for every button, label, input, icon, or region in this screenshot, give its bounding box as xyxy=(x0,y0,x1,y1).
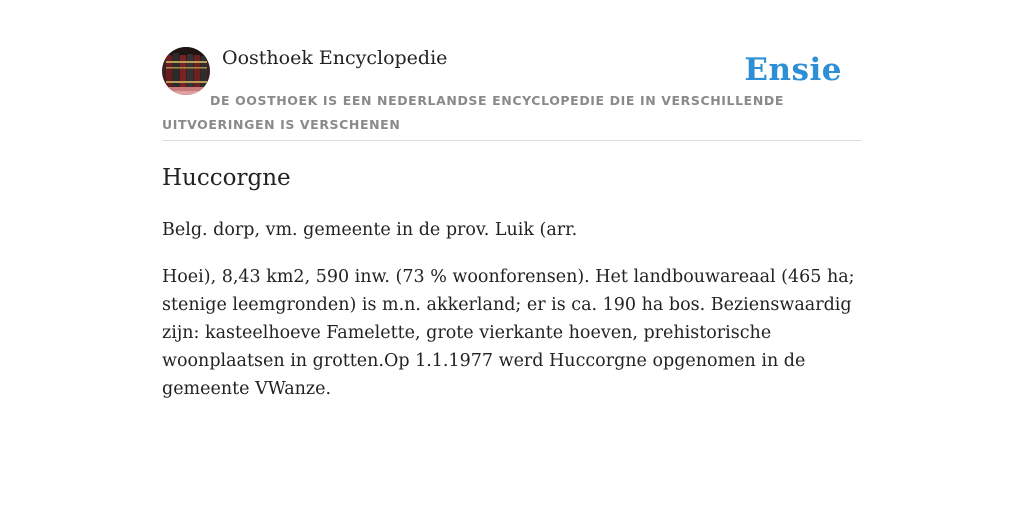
article-paragraph: Belg. dorp, vm. gemeente in de prov. Luik (arr. xyxy=(162,220,578,240)
site-title[interactable]: Oosthoek Encyclopedie xyxy=(222,47,448,69)
header xyxy=(162,0,862,141)
site-tagline: DE OOSTHOEK IS EEN NEDERLANDSE ENCYCLOPEDIE DIE IN VERSCHILLENDE UITVOERINGEN IS VERSCHENEN xyxy=(162,93,784,132)
article-title: Huccorgne xyxy=(162,165,291,191)
article-paragraph: Hoei), 8,43 km2, 590 inw. (73 % woonforensen). Het landbouwareaal (465 ha; stenige leemgronden) is m.n. akkerland; er is ca. 190 ha bos. Bezienswaardig zijn: kasteelhoeve Famelette, grote vierkante hoeven, prehistorische woonplaatsen in grotten.Op 1.1.1977 werd Huccorgne opgenomen in de gemeente VWanze. xyxy=(162,267,855,399)
brand-logo[interactable]: Ensie xyxy=(744,52,842,88)
page xyxy=(162,0,862,512)
encyclopedia-books-icon[interactable] xyxy=(162,47,210,95)
